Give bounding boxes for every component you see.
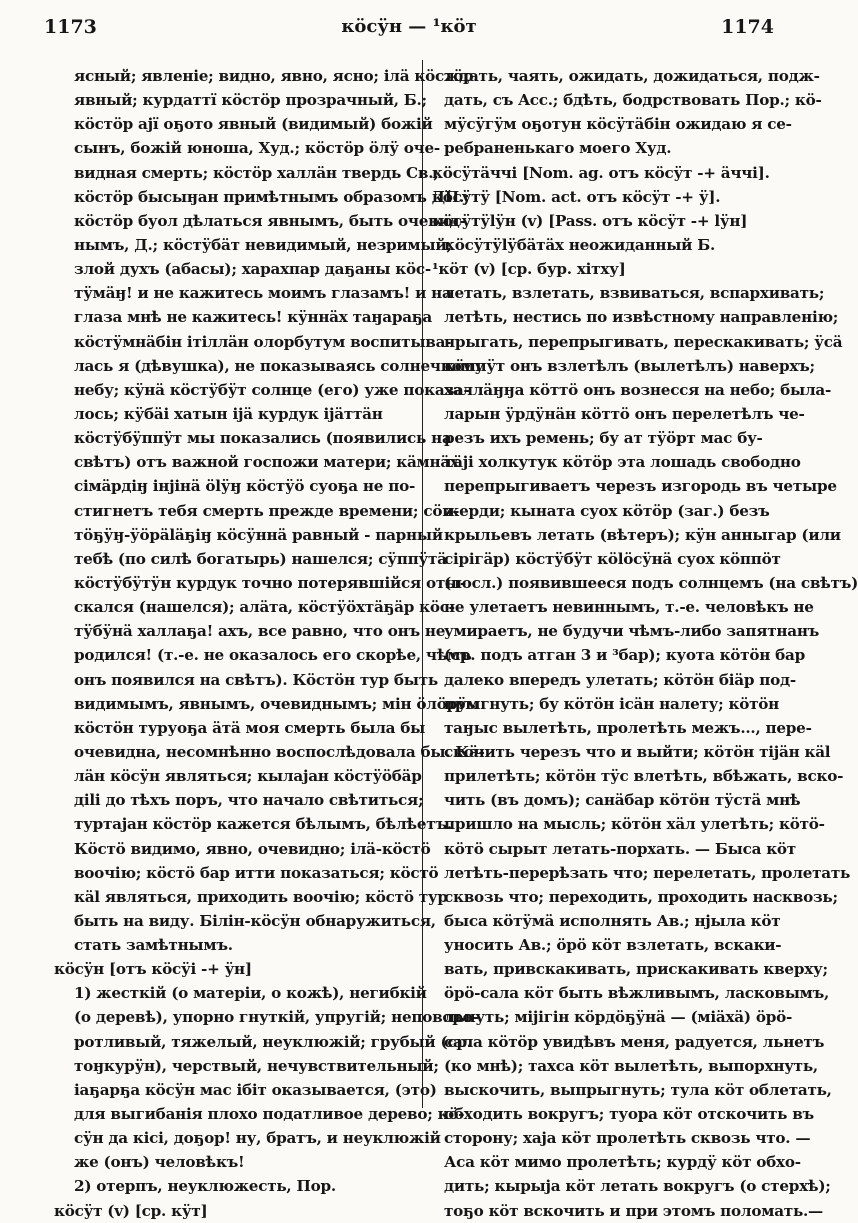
text-line: іаҕарҕа кӧсӱн мас ібіт оказывается, (это) xyxy=(74,1080,437,1099)
text-line: обходить вокругъ; туора кӧт отскочить въ xyxy=(444,1105,814,1124)
text-line: выскочить, выпрыгнуть; тула кӧт облетать, xyxy=(444,1080,832,1099)
text-line: дать, съ Acc.; бдѣть, бодрствовать Пор.; кӧ- xyxy=(444,91,822,110)
text-line: мӱсӱгӱм оҕотун кӧсӱтӓбін ожидаю я се- xyxy=(444,115,792,134)
text-line: перепрыгиваетъ черезъ изгородь въ четыре xyxy=(444,477,837,496)
text-line: нымъ, Д.; кӧстӱбӓт невидимый, незримый; xyxy=(74,235,452,254)
text-line: Аса кӧт мимо пролетѣть; курдӱ кӧт обхо- xyxy=(444,1153,801,1172)
text-line: чить (въ домъ); санӓбар кӧтӧн тӱстӓ мнѣ xyxy=(444,791,801,810)
text-line: тоҕо кӧт вскочить и при этомъ поломать.— xyxy=(444,1201,823,1220)
text-line: скочить черезъ что и выйти; кӧтӧн тіjӓн кӓl xyxy=(444,742,831,761)
text-line: тоӈкурӱн), черствый, нечувствительный; xyxy=(74,1056,439,1075)
text-line: прыгать, перепрыгивать, перескакивать; ӱсӓ xyxy=(444,332,843,351)
text-line: сімӓрдіӈ інjінӓ ӧlӱӈ кӧстӱӧ суоҕа не по- xyxy=(74,477,416,496)
page-number-right: 1174 xyxy=(721,16,774,38)
text-line: тӧҕӱӈ-ӱӧрӓlӓҕіӈ кӧсӱннӓ равный - парный xyxy=(74,525,443,544)
text-line: видимымъ, явнымъ, очевиднымъ; мін ӧлӧрӱм xyxy=(74,694,480,713)
text-line: туртаjан кӧстӧр кажется бѣлымъ, бѣлѣетъ. xyxy=(74,815,452,834)
text-line: 2) отерпъ, неуклюжесть, Пор. xyxy=(74,1177,336,1196)
text-line: для выгибанія плохо податливое дерево; кӧ- xyxy=(74,1105,465,1124)
text-line: кӧстӧн туруоҕа ӓтӓ моя смерть была бы xyxy=(74,718,426,737)
text-line: сірігӓр) кӧстӱбӱт кӧlӧсӱнӓ суох кӧппӧт xyxy=(444,549,781,568)
text-line: ларын ӱрдӱнӓн кӧттӧ онъ перелетѣлъ че- xyxy=(444,404,805,423)
text-line: сӱн да кісі, доҕор! ну, братъ, и неуклюжій xyxy=(74,1129,441,1148)
text-line: кӧстӧр буол дѣлаться явнымъ, быть очевид- xyxy=(74,211,466,230)
text-line: крыльевъ летать (вѣтеръ); кӱн анныгар (или xyxy=(444,525,841,544)
text-line: діlі до тѣхъ поръ, что начало свѣтиться; xyxy=(74,791,424,810)
text-line: тӓjі холкутук кӧтӧр эта лошадь свободно xyxy=(444,453,801,472)
text-line: кӧсӱт (v) [ср. кӱт] xyxy=(54,1201,208,1220)
text-line: летѣть, нестись по извѣстному направленію; xyxy=(444,308,839,327)
text-line: кӧстӱбӱтӱн курдук точно потерявшійся оты- xyxy=(74,573,467,592)
text-line: стать замѣтнымъ. xyxy=(74,936,233,955)
text-line: ¹кӧт (v) [ср. бур. хітху] xyxy=(432,260,626,279)
text-line: кӧстӱмнӓбін ітіллӓн олорбутум воспитыва- xyxy=(74,332,452,351)
running-head: кӧсӱн — ¹кӧт xyxy=(341,16,477,37)
text-line: далеко впередъ улетать; кӧтӧн біӓр под- xyxy=(444,670,796,689)
text-line: кӧсӱтӓччі [Nom. ag. отъ кӧсӱт -+ ӓччі]. xyxy=(432,163,770,182)
text-line: ждать, чаять, ожидать, дожидаться, подж- xyxy=(444,67,820,85)
text-line: быть на виду. Бiлiн-кӧсӱн обнаружиться, xyxy=(74,911,436,930)
text-line: скался (нашелся); алӓта, кӧстӱӧхтӓҕӓр кӧс- xyxy=(74,598,455,617)
text-line: умираетъ, не будучи чѣмъ-либо запятнанъ xyxy=(444,622,820,641)
text-line: глаза мнѣ не кажитесь! кӱннӓх таӈараҕа xyxy=(74,308,433,327)
text-line: (ср. подъ атган 3 и ³бар); куота кӧтӧн бар xyxy=(444,646,805,665)
text-line: (о деревѣ), упорно гнуткій, упругій; неповоро- xyxy=(74,1008,479,1027)
right-column xyxy=(432,64,858,1223)
text-line: вать, привскакивать, прискакивать кверху; xyxy=(444,960,828,979)
text-line: 1) жесткій (о матеріи, о кожѣ), негибкій xyxy=(74,984,427,1003)
text-line: Кӧстӧ видимо, явно, очевидно; ілӓ-кӧстӧ xyxy=(74,839,431,858)
text-line: тӱбӱнӓ халлаҕа! ахъ, все равно, что онъ не xyxy=(74,622,446,641)
page-number-left: 1173 xyxy=(44,16,97,38)
text-line: воочію; кӧстӧ бар итти показаться; кӧстӧ xyxy=(74,863,439,882)
text-line: онъ появился на свѣтъ). Кӧстӧн тур быть xyxy=(74,670,438,689)
text-line: ясный; явленіе; видно, явно, ясно; ілӓ кӧстӧр xyxy=(74,67,474,85)
text-line: кӧтӧ сырыт летать-порхать. — Быса кӧт xyxy=(444,839,796,858)
text-line: льнуть; міjігін кӧрдӧҕӱнӓ — (міӓхӓ) ӧрӧ- xyxy=(444,1008,793,1027)
text-line: не улетаетъ невиннымъ, т.-е. человѣкъ не xyxy=(444,598,814,617)
text-line: кӧстӱбӱппӱт мы показались (появились на xyxy=(74,429,452,448)
text-line: ӧрӧ-сала кӧт быть вѣжливымъ, ласковымъ, xyxy=(444,984,830,1003)
text-line: ребраненькаго моего Худ. xyxy=(444,139,672,158)
text-line: сторону; хаjа кӧт пролетѣть сквозь что. — xyxy=(444,1129,811,1148)
text-line: кӧсӱтӱ [Nom. act. отъ кӧсӱт -+ ӱ]. xyxy=(432,187,721,206)
text-line: видная смерть; кӧстӧр халлӓн твердь Св.; xyxy=(74,163,439,182)
text-line: дить; кырыjа кӧт летать вокругъ (о стерхѣ); xyxy=(444,1177,831,1196)
text-line: кӧсӱтӱlӱбӓтӓх неожиданный Б. xyxy=(444,235,716,254)
page-header xyxy=(44,14,774,44)
text-line: (посл.) появившееся подъ солнцемъ (на свѣтъ) xyxy=(444,573,858,592)
text-line: злой духъ (абасы); харахпар даҕаны кӧс- xyxy=(74,260,431,279)
text-line: небу; кӱнӓ кӧстӱбӱт солнце (его) уже показа- xyxy=(74,380,470,399)
text-line: же (онъ) человѣкъ! xyxy=(74,1153,245,1172)
text-line: сынъ, божій юноша, Худ.; кӧстӧр ӧлӱ оче- xyxy=(74,139,440,158)
text-line: тӱмӓӈ! и не кажитесь моимъ глазамъ! и на xyxy=(74,284,452,303)
text-line: халлӓӈӈа кӧттӧ онъ вознесся на небо; была- xyxy=(444,380,832,399)
text-line: свѣтъ) отъ важной госпожи матери; кӓмнӓх xyxy=(74,453,459,472)
text-line: тебѣ (по силѣ богатырь) нашелся; сӱппӱтӓ xyxy=(74,549,447,568)
text-line: очевидна, несомнѣнно воспослѣдовала бы. Кӓ- xyxy=(74,742,485,761)
text-line: кӧсӱн [отъ кӧсӱі -+ ӱн] xyxy=(54,960,252,979)
text-line: (ко мнѣ); тахса кӧт вылетѣть, выпорхнуть, xyxy=(444,1056,818,1075)
text-line: явный; курдаттї кӧстӧр прозрачный, Б.; xyxy=(74,91,427,110)
text-line: ротливый, тяжелый, неуклюжій; грубый (ср. xyxy=(74,1032,472,1051)
text-line: летѣть-перерѣзать что; перелетать, пролетать xyxy=(444,863,851,882)
text-line: кӧсӱтӱlӱн (v) [Pass. отъ кӧсӱт -+ lӱн] xyxy=(432,211,748,230)
text-line: таӈыс вылетѣть, пролетѣть межъ..., пере- xyxy=(444,718,812,737)
text-line: уносить Ав.; ӧрӧ кӧт взлетать, вскаки- xyxy=(444,936,782,955)
text-line: кӧппӱт онъ взлетѣлъ (вылетѣлъ) наверхъ; xyxy=(444,356,815,375)
left-column xyxy=(54,64,485,1223)
text-line: жерди; кыната суох кӧтӧр (заг.) безъ xyxy=(444,501,770,520)
text-line: лась я (дѣвушка), не показываясь солнечному xyxy=(74,356,484,375)
text-line: прилетѣть; кӧтӧн тӱс влетѣть, вбѣжать, вско- xyxy=(444,767,844,786)
text-line: стигнетъ тебя смерть прежде времени; сӧн- xyxy=(74,501,460,520)
text-line: кӧстӧр ajї оҕото явный (видимый) божій xyxy=(74,115,433,134)
text-line: прыгнуть; бу кӧтӧн ісӓн налету; кӧтӧн xyxy=(444,694,780,713)
text-line: родился! (т.-е. не оказалось его скорѣе, чѣмъ xyxy=(74,646,472,665)
text-line: пришло на мысль; кӧтӧн хӓл улетѣть; кӧтӧ- xyxy=(444,815,825,834)
text-line: кӧстӧр бысыӈан примѣтнымъ образомъ ДП.; xyxy=(74,187,470,206)
text-line: лось; кӱбӓі хатын іjӓ курдук іjӓттӓн xyxy=(74,404,383,423)
text-line: лӓн кӧсӱн являться; кылаjан кӧстӱӧбӓр xyxy=(74,767,422,786)
text-line: кӓl являться, приходить воочію; кӧстӧ тур xyxy=(74,887,448,906)
text-line: сквозь что; переходить, проходить насквозь; xyxy=(444,887,838,906)
text-line: резъ ихъ ремень; бу ат тӱӧрт мас бу- xyxy=(444,429,763,448)
text-line: быса кӧтӱмӓ исполнять Ав.; нjыла кӧт xyxy=(444,911,781,930)
text-line: летать, взлетать, взвиваться, вспархивать; xyxy=(444,284,825,303)
text-line: сала кӧтӧр увидѣвъ меня, радуется, льнетъ xyxy=(444,1032,825,1051)
